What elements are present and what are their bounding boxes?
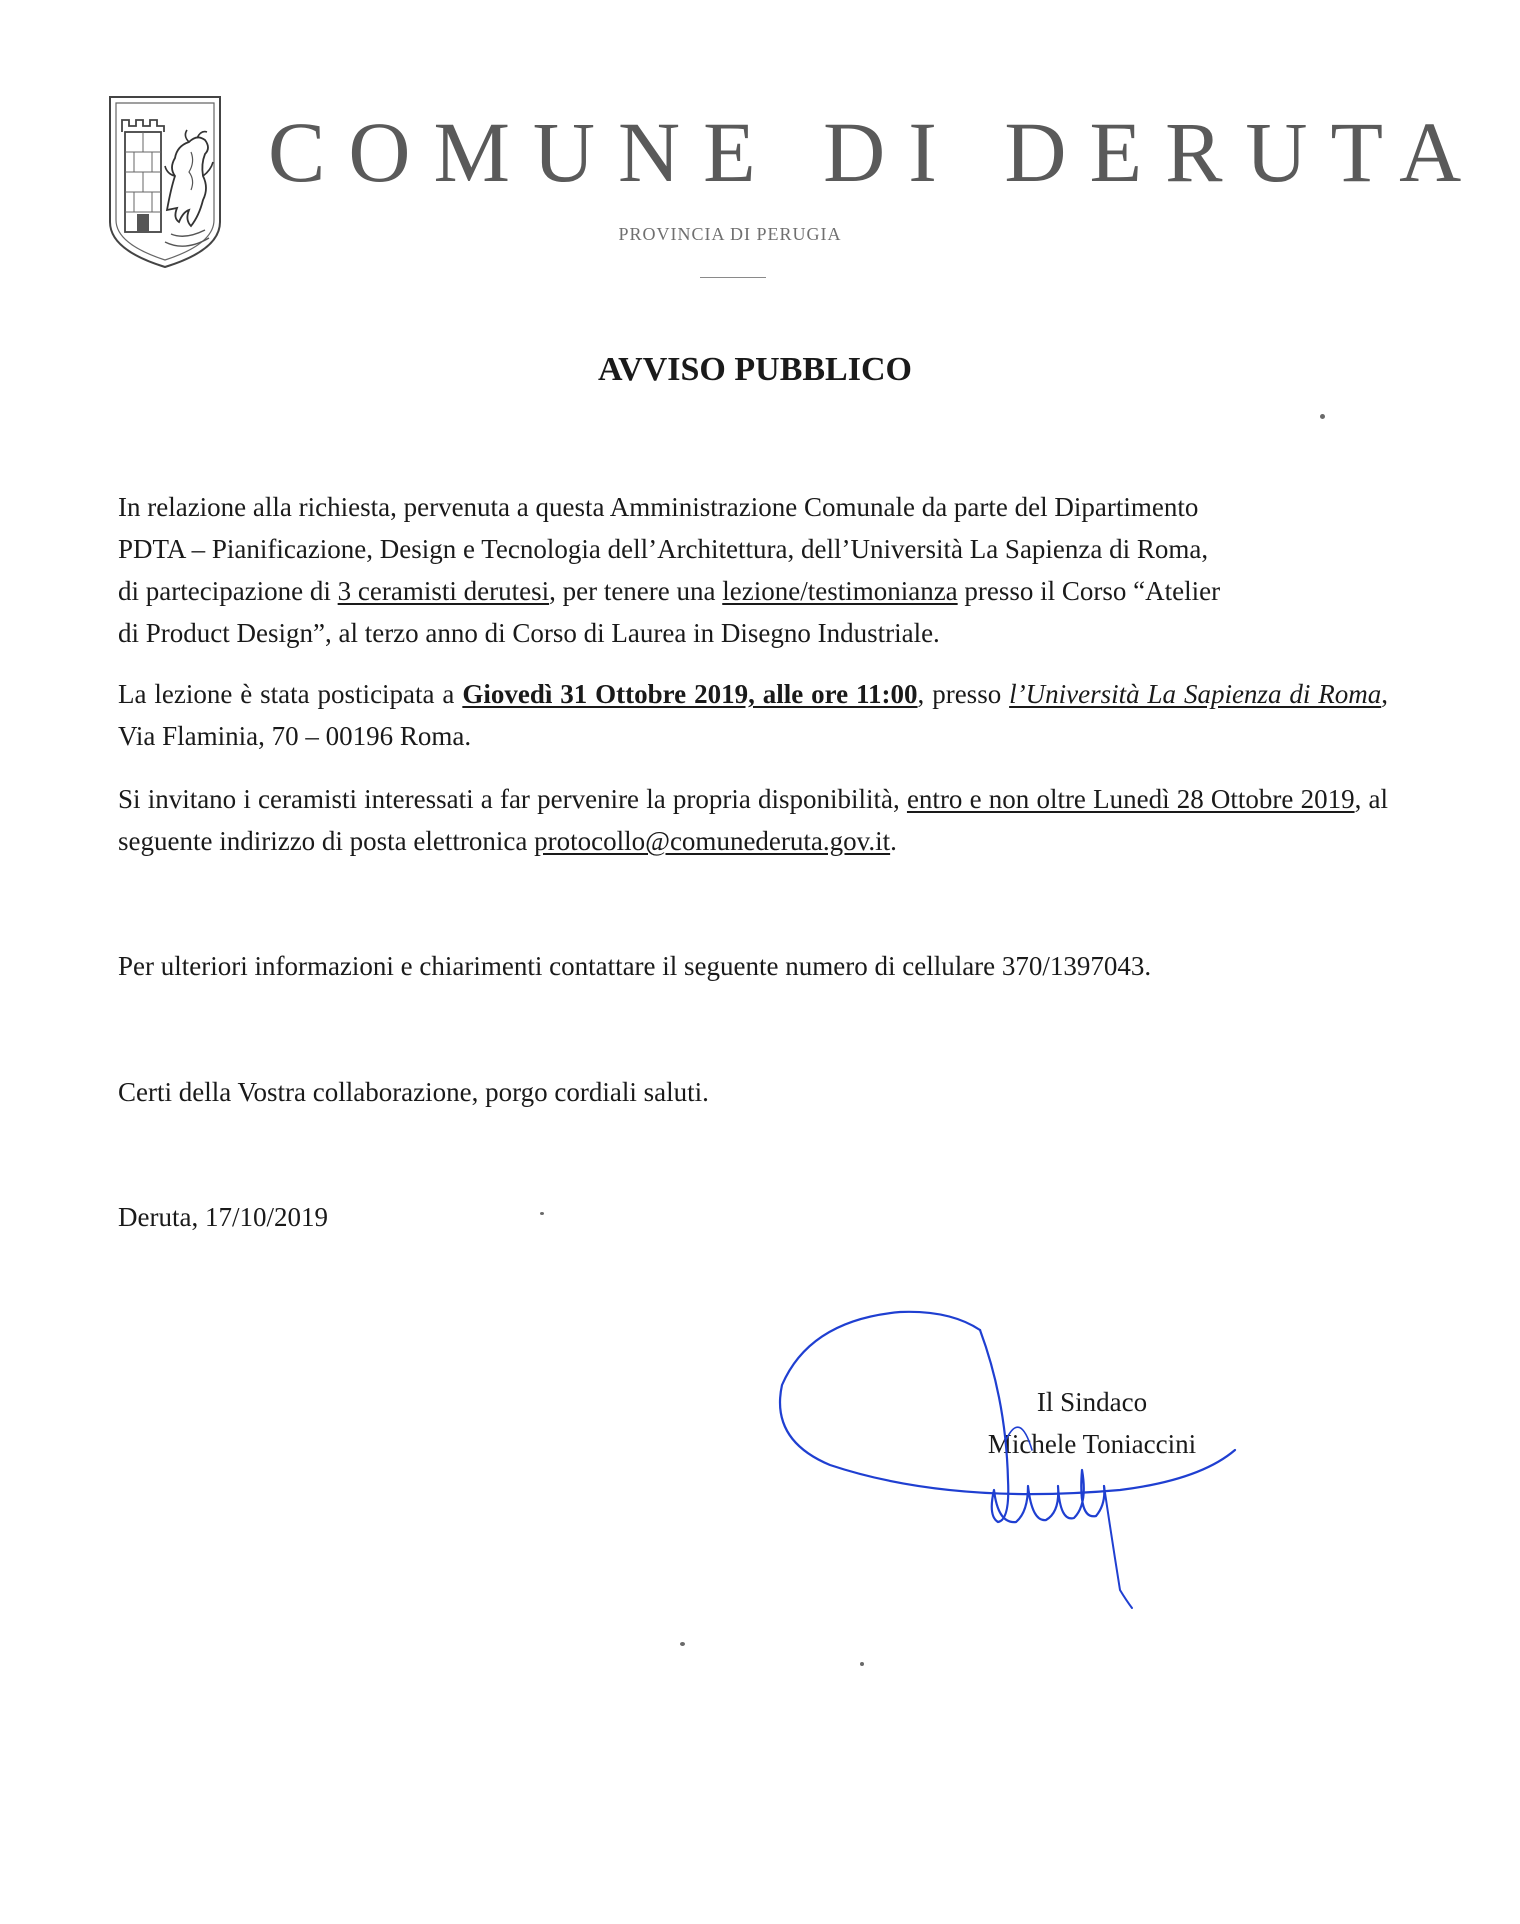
place-and-date: Deruta, 17/10/2019 <box>118 1202 328 1232</box>
text-run: , per tenere una <box>549 576 723 606</box>
deadline-date: entro e non oltre Lunedì 28 Ottobre 2019 <box>906 784 1355 814</box>
scan-speck <box>540 1212 544 1215</box>
text-run: , presso <box>917 679 1010 709</box>
paragraph-request <box>118 486 1388 654</box>
lesson-venue: l’Università La Sapienza di Roma <box>1009 679 1382 709</box>
paragraph-closing: Certi della Vostra collaborazione, porgo cordiali saluti. <box>118 1077 709 1107</box>
paragraph-line: PDTA – Pianificazione, Design e Tecnologia dell’Architettura, dell’Università La Sapienza di Roma, <box>118 534 1209 564</box>
handwritten-signature-icon <box>770 1290 1240 1610</box>
scan-speck <box>1320 414 1325 419</box>
contact-email: protocollo@comunederuta.gov.it <box>534 826 891 856</box>
signer-name: Michele Toniaccini <box>987 1429 1197 1459</box>
paragraph-line: di Product Design”, al terzo anno di Corso di Laurea in Disegno Industriale. <box>118 618 940 648</box>
municipality-name: COMUNE DI DERUTA <box>268 104 1485 200</box>
scan-speck <box>680 1642 685 1646</box>
paragraph-line: In relazione alla richiesta, pervenuta a questa Amministrazione Comunale da parte del Dipartimento <box>118 492 1199 522</box>
text-run: Si invitano i ceramisti interessati a far pervenire la propria disponibilità, <box>118 784 907 814</box>
text-run: presso il Corso “Atelier <box>957 576 1221 606</box>
scan-speck <box>860 1662 864 1666</box>
text-run: . <box>890 826 897 856</box>
text-run: La lezione è stata posticipata a <box>118 679 463 709</box>
lesson-type: lezione/testimonianza <box>722 576 958 606</box>
lesson-date: Giovedì 31 Ottobre 2019, alle ore 11:00 <box>462 679 918 709</box>
paragraph-contact-phone: Per ulteriori informazioni e chiarimenti contattare il seguente numero di cellulare 370/1397043. <box>118 951 1152 981</box>
paragraph-schedule <box>118 673 1388 757</box>
notice-title: AVVISO PUBBLICO <box>598 351 912 388</box>
ceramists-count: 3 ceramisti derutesi <box>337 576 550 606</box>
text-run: , Via Flaminia, 70 – 00196 Roma. <box>118 679 1389 751</box>
text-run: di partecipazione di <box>118 576 338 606</box>
header-divider <box>700 277 766 278</box>
coat-of-arms-icon <box>105 92 225 272</box>
signer-role: Il Sindaco <box>1036 1387 1148 1417</box>
paragraph-deadline <box>118 778 1388 862</box>
province-name: PROVINCIA DI PERUGIA <box>618 224 842 244</box>
paragraph-line <box>118 570 1388 612</box>
text-run: , al seguente indirizzo di posta elettronica <box>118 784 1388 856</box>
